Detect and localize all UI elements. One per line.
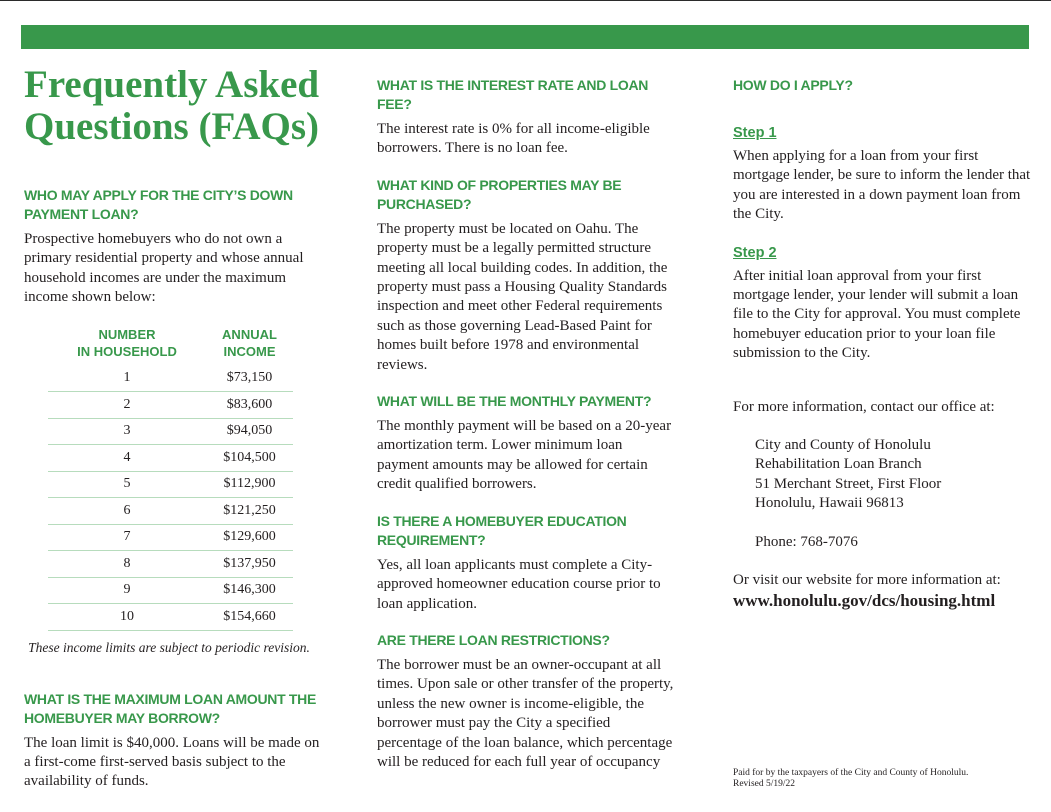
income-cell: $83,600: [206, 392, 293, 419]
step-1-label: Step 1: [733, 125, 777, 141]
title-line-1: Frequently Asked: [24, 63, 320, 106]
table-row: [48, 366, 293, 392]
income-cell: $137,950: [206, 551, 293, 578]
faq-question-properties: WHAT KIND OF PROPERTIES MAY BE PURCHASED?: [377, 176, 622, 212]
faq-question-how-to-apply: HOW DO I APPLY?: [733, 77, 853, 93]
household-cell: 9: [48, 577, 206, 604]
income-cell: $104,500: [206, 445, 293, 472]
faq-question-monthly-payment: WHAT WILL BE THE MONTHLY PAYMENT?: [377, 393, 652, 410]
column-2: [377, 76, 677, 772]
income-cell: $94,050: [206, 418, 293, 445]
table-row: [48, 418, 293, 445]
faq-answer-restrictions: The borrower must be an owner-occupant at all times. Upon sale or other transfer of the property, unless the new owner is income-eligible, the borrower must pay the City a specified percentage of the loan balance, which percentage will be reduced for each full year of occupancy: [377, 656, 674, 770]
faq-question-max-loan: WHAT IS THE MAXIMUM LOAN AMOUNT THE HOMEBUYER MAY BORROW?: [24, 690, 317, 726]
faq-answer-interest-rate: The interest rate is 0% for all income-eligible borrowers. There is no loan fee.: [377, 121, 650, 157]
income-cell: $112,900: [206, 471, 293, 498]
faq-question-restrictions: ARE THERE LOAN RESTRICTIONS?: [377, 631, 610, 648]
faq-question-who-may-apply: WHO MAY APPLY FOR THE CITY’S DOWN PAYMENT LOAN?: [24, 187, 293, 222]
address-line-3: 51 Merchant Street, First Floor: [755, 475, 942, 492]
column-1: [24, 60, 324, 792]
footer-note: [733, 768, 968, 790]
header-green-bar: [21, 25, 1029, 49]
income-cell: $121,250: [206, 498, 293, 525]
household-cell: 4: [48, 445, 206, 472]
column-3: [733, 76, 1033, 611]
household-cell: 6: [48, 498, 206, 525]
contact-intro: For more information, contact our office at:: [733, 398, 995, 415]
address-line-1: City and County of Honolulu: [755, 437, 931, 454]
phone-number: Phone: 768-7076: [755, 533, 858, 550]
table-row: [48, 445, 293, 472]
table-row: [48, 551, 293, 578]
faq-question-education: IS THERE A HOMEBUYER EDUCATION REQUIREMENT?: [377, 512, 627, 548]
faq-answer-who-may-apply: Prospective homebuyers who do not own a primary residential property and whose annual household incomes are under the maximum income shown below:: [24, 231, 304, 306]
table-row: [48, 471, 293, 498]
footer-paid-for: Paid for by the taxpayers of the City and County of Honolulu.: [733, 768, 969, 778]
income-cell: $73,150: [206, 366, 293, 392]
household-cell: 10: [48, 604, 206, 631]
header-household: [48, 326, 206, 366]
header-income-line2: INCOME: [223, 343, 276, 359]
header-income-line1: ANNUAL: [222, 326, 277, 342]
income-cell: $129,600: [206, 524, 293, 551]
office-address: [755, 436, 1033, 552]
household-cell: 3: [48, 418, 206, 445]
faq-question-interest-rate: WHAT IS THE INTEREST RATE AND LOAN FEE?: [377, 77, 649, 112]
table-row: [48, 498, 293, 525]
title-line-2: Questions (FAQs): [24, 105, 320, 148]
income-limits-note: These income limits are subject to periodic revision.: [28, 639, 310, 655]
step-2-text: After initial loan approval from your first mortgage lender, your lender will submit a loan file to the City for approval. You must complete homebuyer education prior to your loan file submission to the City.: [733, 267, 1021, 362]
page-title: [24, 64, 324, 148]
address-line-2: Rehabilitation Loan Branch: [755, 456, 922, 473]
faq-answer-max-loan: The loan limit is $40,000. Loans will be made on a first-come first-served basis subject to the availability of funds.: [24, 734, 320, 790]
household-cell: 1: [48, 366, 206, 392]
income-cell: $146,300: [206, 577, 293, 604]
household-cell: 7: [48, 524, 206, 551]
website-link[interactable]: www.honolulu.gov/dcs/housing.html: [733, 590, 996, 610]
website-intro: Or visit our website for more information at:: [733, 572, 1001, 589]
faq-answer-monthly-payment: The monthly payment will be based on a 20-year amortization term. Lower minimum loan payment amounts may be allowed for certain credit qualified borrowers.: [377, 418, 672, 493]
step-1-text: When applying for a loan from your first mortgage lender, be sure to inform the lender that you are interested in a down payment loan from the City.: [733, 148, 1031, 223]
header-income: [206, 326, 293, 366]
table-row: [48, 392, 293, 419]
faq-answer-education: Yes, all loan applicants must complete a City-approved homeowner education course prior to loan application.: [377, 556, 661, 612]
header-household-line2: IN HOUSEHOLD: [77, 343, 177, 359]
header-household-line1: NUMBER: [98, 326, 156, 342]
table-header-row: [48, 326, 293, 366]
step-2-label: Step 2: [733, 244, 777, 261]
household-cell: 8: [48, 551, 206, 578]
footer-revised-date: Revised 5/19/22: [733, 779, 796, 789]
top-border: [0, 0, 1051, 1]
table-row: [48, 604, 293, 631]
address-line-4: Honolulu, Hawaii 96813: [755, 495, 904, 512]
income-cell: $154,660: [206, 604, 293, 631]
household-cell: 5: [48, 471, 206, 498]
income-limits-table: [48, 326, 293, 631]
table-row: [48, 577, 293, 604]
table-row: [48, 524, 293, 551]
faq-answer-properties: The property must be located on Oahu. The property must be a legally permitted structure meeting all local building codes. In addition, the property must pass a Housing Quality Standards inspection and meet other Federal requirements such as those governing Lead-Based Paint for homes built before 1978 and environmental reviews.: [377, 220, 668, 373]
household-cell: 2: [48, 392, 206, 419]
